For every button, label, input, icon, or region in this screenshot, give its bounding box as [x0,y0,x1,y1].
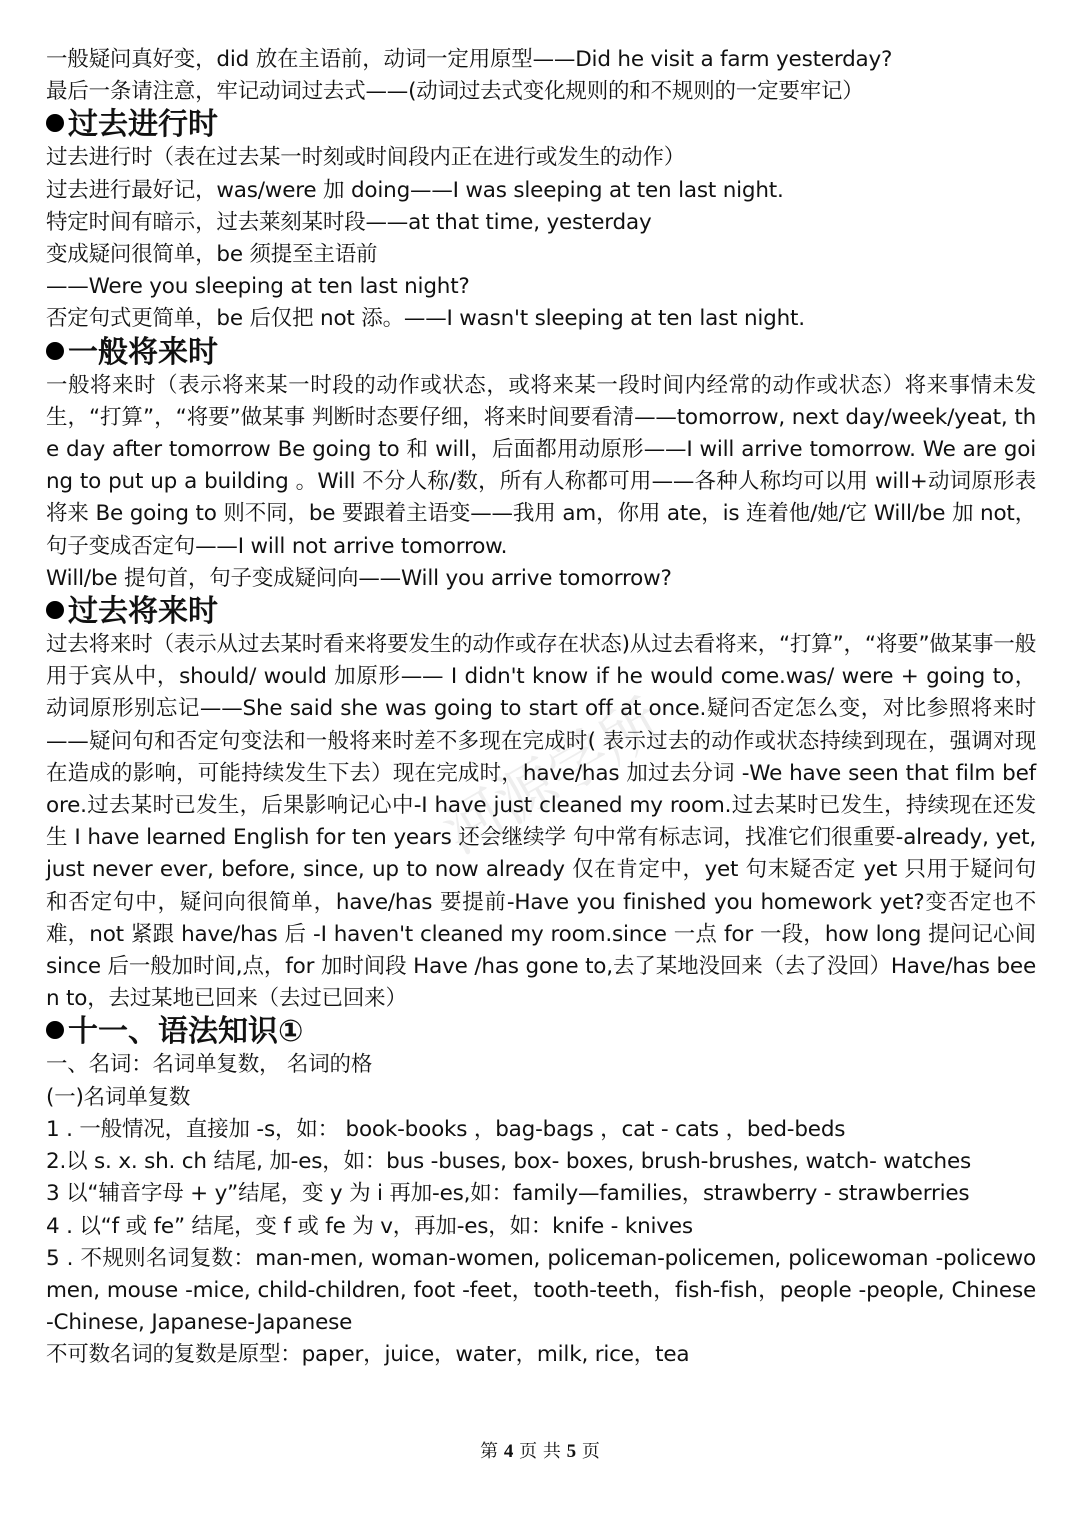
watermark: 河源学所 [431,687,674,868]
section-heading: 十一、语法知识① [46,1015,1036,1049]
text-paragraph: 一般将来时（表示将来某一时段的动作或状态，或将来某一段时间内经常的动作或状态）将来事情未发生，“打算”，“将要”做某事 判断时态要仔细，将来时间要看清——tomorrow, next day/week/yeat, the day after tomorrow Be going to 和 will，后面都用动原形——I will arrive tomorrow. We are going to put up a building 。Will 不分人称/数，所有人称都可用——各种人称均可以用 will+动词原形表将来 Be going to 则不同，be 要跟着主语变——我用 am，你用 ate，is 连着他/她/它 Will/be 加 not，句子变成否定句——I will not arrive tomorrow. [46,372,1036,559]
footer-middle: 页 共 [519,1441,561,1462]
bullet-icon [46,601,64,619]
text-line: 变成疑问很简单，be 须提至主语前 [46,242,378,268]
bullet-icon [46,114,64,132]
text-line: 不可数名词的复数是原型：paper，juice，water，milk, rice，tea [46,1342,690,1368]
section-heading: 过去进行时 [46,108,1036,142]
section-heading: 一般将来时 [46,336,1036,370]
text-line: 1 . 一般情况，直接加 -s，如： book-books ，bag-bags ，cat - cats ，bed-beds [46,1116,846,1142]
bullet-icon [46,1021,64,1039]
current-page-number: 4 [503,1441,514,1462]
text-line: (一)名词单复数 [46,1084,191,1110]
total-page-number: 5 [566,1441,577,1462]
text-line: ——Were you sleeping at ten last night? [46,274,470,300]
text-line: 最后一条请注意，牢记动词过去式——(动词过去式变化规则的和不规则的一定要牢记） [46,79,864,105]
text-line: 3 以“辅音字母 + y”结尾，变 y 为 i 再加-es,如：family—families，strawberry - strawberries [46,1181,970,1207]
footer-suffix: 页 [581,1441,600,1462]
section-heading: 过去将来时 [46,595,1036,629]
text-line: 一般疑问真好变，did 放在主语前，动词一定用原型——Did he visit a farm yesterday? [46,47,893,72]
text-line: 特定时间有暗示，过去莱刻某时段——at that time, yesterday [46,209,652,235]
text-line: 过去进行最好记，was/were 加 doing——I was sleeping at ten last night. [46,177,784,203]
text-line: 4 . 以“f 或 fe” 结尾，变 f 或 fe 为 v，再加-es，如：knife - knives [46,1213,693,1239]
text-line: 否定句式更简单，be 后仅把 not 添。——I wasn't sleeping at ten last night. [46,306,805,332]
text-paragraph: 过去将来时（表示从过去某时看来将要发生的动作或存在状态)从过去看将来，“打算”，“将要”做某事一般用于宾从中，should/ would 加原形—— I didn't know if he would come.was/ were + going to，动词原形别忘记——She said she was going to start off at once.疑问否定怎么变，对比参照将来时——疑问句和否定句变法和一般将来时差不多现在完成时( 表示过去的动作或状态持续到现在，强调对现在造成的影响，可能持续发生下去）现在完成时，have/has 加过去分词 -We have seen that film before.过去某时已发生，后果影响记心中-I have just cleaned my room.过去某时已发生，持续现在还发生 I have learned English for ten years 还会继续学 句中常有标志词，找准它们很重要-already, yet, just never ever, before, since, up to now already 仅在肯定中，yet 句末疑否定 yet 只用于疑问句和否定句中，疑问向很简单，have/has 要提前-Have you finished you homework yet?变否定也不难，not 紧跟 have/has 后 -I haven't cleaned my room.since 一点 for 一段，how long 提问记心间 since 后一般加时间,点，for 加时间段 Have /has gone to,去了某地没回来（去了没回）Have/has been to，去过某地已回来（去过已回来） [46,632,1036,1012]
bullet-icon [46,342,64,360]
text-line: Will/be 提句首，句子变成疑问向——Will you arrive tomorrow? [46,565,672,591]
text-line: 过去进行时（表在过去某一时刻或时间段内正在进行或发生的动作） [46,145,686,171]
footer-prefix: 第 [480,1441,499,1462]
page-footer [0,1437,1080,1463]
document-page [46,44,1036,1372]
text-line: 2.以 s. x. sh. ch 结尾, 加-es，如：bus -buses, box- boxes, brush-brushes, watch- watches [46,1149,971,1175]
text-paragraph: 5 . 不规则名词复数：man-men, woman-women, policeman-policemen, policewoman -policewomen, mouse -mice, child-children, foot -feet，tooth-teeth，fish-fish，people -people, Chinese -Chinese, Japanese-Japanese [46,1245,1036,1336]
text-line: 一、名词：名词单复数， 名词的格 [46,1052,373,1078]
